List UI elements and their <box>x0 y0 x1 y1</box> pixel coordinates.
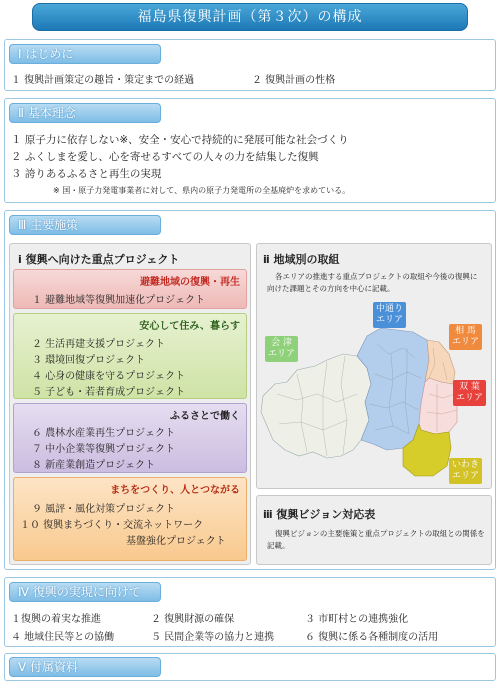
label-soma: 相 馬 エリア <box>449 324 482 350</box>
group-title: まちをつくり、人とつながる <box>110 485 240 496</box>
section-basic <box>4 98 496 203</box>
realization-item-4: ４ 地域住民等との協働 <box>11 632 115 643</box>
project-6: ６ 農林水産業再生プロジェクト <box>32 428 175 439</box>
realization-item-1: １復興の着実な推進 <box>11 614 101 625</box>
label-aizu: 会 津 エリア <box>265 336 298 362</box>
section-heading: Ⅴ 付属資料 <box>9 657 161 677</box>
project-4: ４ 心身の健康を守るプロジェクト <box>32 371 185 382</box>
basic-item-3: ３ 誇りあるふるさと再生の実現 <box>11 168 162 180</box>
section-heading: Ⅲ 主要施策 <box>9 215 161 235</box>
project-10-cont: 基盤強化プロジェクト <box>126 536 226 547</box>
project-2: ２ 生活再建支援プロジェクト <box>32 339 165 350</box>
label-iwaki: いわき エリア <box>449 458 482 484</box>
project-3: ３ 環境回復プロジェクト <box>32 355 145 366</box>
section-heading: Ⅱ 基本理念 <box>9 103 161 123</box>
project-10: １０ 復興まちづくり・交流ネットワーク <box>20 520 204 531</box>
group-title: 安心して住み、暮らす <box>139 321 240 332</box>
section-realization <box>4 577 496 647</box>
group-town <box>13 477 247 561</box>
regional-desc-1: 各エリアの推進する重点プロジェクトの取組や今後の復興に <box>275 272 478 281</box>
vision-panel <box>256 495 492 565</box>
label-nakadori: 中通り エリア <box>373 302 406 328</box>
project-7: ７ 中小企業等復興プロジェクト <box>32 444 175 455</box>
section-intro <box>4 39 496 91</box>
group-living <box>13 313 247 399</box>
section-heading: Ⅳ 復興の実現に向けて <box>9 582 161 602</box>
project-5: ５ 子ども・若者育成プロジェクト <box>32 387 185 398</box>
basic-item-1: １ 原子力に依存しない※、安全・安心で持続的に発展可能な社会づくり <box>11 134 349 146</box>
realization-item-6: ６ 復興に係る各種制度の活用 <box>305 632 439 643</box>
section-measures <box>4 210 496 570</box>
regional-title: ⅱ 地域別の取組 <box>263 253 340 266</box>
project-1: １ 避難地域等復興加速化プロジェクト <box>32 295 205 306</box>
vision-desc-2: 記載。 <box>267 541 290 550</box>
project-9: ９ 風評・風化対策プロジェクト <box>32 504 175 515</box>
intro-item-2: ２ 復興計画の性格 <box>252 75 336 86</box>
realization-item-3: ３ 市町村との連携強化 <box>305 614 409 625</box>
map-area-aizu <box>261 354 371 458</box>
regional-panel <box>256 243 492 489</box>
realization-item-5: ５ 民間企業等の協力と連携 <box>151 632 275 643</box>
page-title: 福島県復興計画（第３次）の構成 <box>32 3 468 31</box>
basic-note: ※ 国・原子力発電事業者に対して、県内の原子力発電所の全基廃炉を求めている。 <box>53 186 351 195</box>
project-8: ８ 新産業創造プロジェクト <box>32 460 155 471</box>
regional-desc-2: 向けた課題とその方向を中心に記載。 <box>267 284 395 293</box>
vision-desc-1: 復興ビジョンの主要施策と重点プロジェクトの取組との関係を <box>275 529 485 538</box>
priority-title: ⅰ 復興へ向けた重点プロジェクト <box>18 253 180 266</box>
group-title: 避難地域の復興・再生 <box>140 277 240 288</box>
section-heading: Ⅰ はじめに <box>9 44 161 64</box>
map-area-futaba <box>419 378 457 434</box>
basic-item-2: ２ ふくしまを愛し、心を寄せるすべての人々の力を結集した復興 <box>11 151 319 163</box>
group-work <box>13 403 247 473</box>
group-evacuation <box>13 269 247 309</box>
label-futaba: 双 葉 エリア <box>453 380 486 406</box>
vision-title: ⅲ 復興ビジョン対応表 <box>263 508 376 521</box>
fukushima-region-map <box>257 244 493 490</box>
group-title: ふるさとで働く <box>170 411 240 422</box>
section-appendix <box>4 653 496 681</box>
priority-projects-panel <box>9 243 251 565</box>
realization-item-2: ２ 復興財源の確保 <box>151 614 235 625</box>
intro-item-1: １ 復興計画策定の趣旨・策定までの経過 <box>11 75 195 86</box>
